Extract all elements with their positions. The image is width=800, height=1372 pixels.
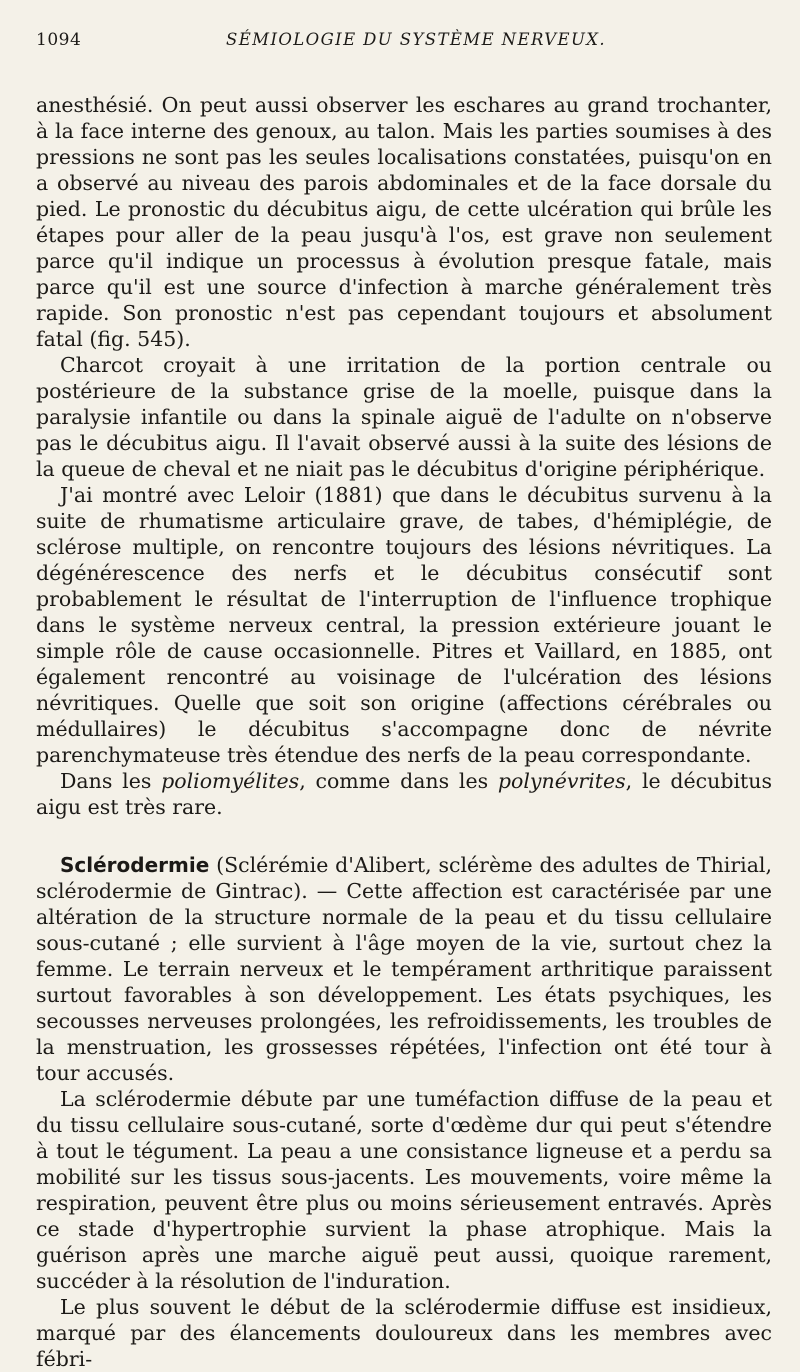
text-run: , comme dans les xyxy=(299,769,498,793)
paragraph-sclerodermie-definition xyxy=(36,852,772,1086)
page-number: 1094 xyxy=(36,30,82,50)
paragraph-leloir: J'ai montré avec Leloir (1881) que dans le décubitus survenu à la suite de rhumatisme articulaire grave, de tabes, d'hémiplégie, de sclérose multiple, on rencontre toujours des lésions névritiques. La dégénérescence des nerfs et le décubitus consécutif sont probablement le résultat de l'interruption de l'influence trophique dans le système nerveux central, la pression extérieure jouant le simple rôle de cause occasionnelle. Pitres et Vaillard, en 1885, ont également rencontré au voisinage de l'ulcération des lésions névritiques. Quelle que soit son origine (affections cérébrales ou médullaires) le décubitus s'accompagne donc de névrite parenchymateuse très étendue des nerfs de la peau correspondante. xyxy=(36,483,772,767)
paragraph-charcot: Charcot croyait à une irritation de la portion centrale ou postérieure de la substance grise de la moelle, puisque dans la paralysie infantile ou dans la spinale aiguë de l'adulte on n'observe pas le décubitus aigu. Il l'avait observé aussi à la suite des lésions de la queue de cheval et ne niait pas le décubitus d'origine périphérique. xyxy=(36,353,772,481)
paragraph-decubitus-pronostic: anesthésié. On peut aussi observer les eschares au grand trochanter, à la face interne des genoux, au talon. Mais les parties soumises à des pressions ne sont pas les seules localisations constatées, puisqu'on en a observé au niveau des parois abdominales et de la face dorsale du pied. Le pronostic du décubitus aigu, de cette ulcération qui brûle les étapes pour aller de la peau jusqu'à l'os, est grave non seulement parce qu'il indique un processus à évolution presque fatale, mais parce qu'il est une source d'infection à marche généralement très rapide. Son pronostic n'est pas cependant toujours et absolument fatal (fig. 545). xyxy=(36,93,772,351)
page-header xyxy=(36,30,772,62)
paragraph-sclerodermie-diffuse: Le plus souvent le début de la sclérodermie diffuse est insidieux, marqué par des élancements douloureux dans les membres avec fébri- xyxy=(36,1295,772,1371)
running-head: SÉMIOLOGIE DU SYSTÈME NERVEUX. xyxy=(226,30,607,49)
section-term-sclerodermie: Sclérodermie xyxy=(60,853,210,877)
section-gap xyxy=(36,820,772,852)
text-run: (Sclérémie d'Alibert, sclérème des adultes de Thirial, sclérodermie de Gintrac). — Cette affection est caractérisée par une altération de la structure normale de la peau et du tissu cellulaire sous-cutané ; elle survient à l'âge moyen de la vie, surtout chez la femme. Le terrain nerveux et le tempérament arthritique paraissent surtout favorables à son développement. Les états psychiques, les secousses nerveuses prolongées, les refroidissements, les troubles de la menstruation, les grossesses répétées, l'infection ont été tour à tour accusés. xyxy=(36,853,772,1085)
paragraph-poliomyelites xyxy=(36,768,772,820)
text-run: Dans les xyxy=(60,769,162,793)
paragraph-sclerodermie-debut: La sclérodermie débute par une tuméfaction diffuse de la peau et du tissu cellulaire sous-cutané, sorte d'œdème dur qui peut s'étendre à tout le tégument. La peau a une consistance ligneuse et a perdu sa mobilité sur les tissus sous-jacents. Les mouvements, voire même la respiration, peuvent être plus ou moins sérieusement entravés. Après ce stade d'hypertrophie survient la phase atrophique. Mais la guérison après une marche aiguë peut aussi, quoique rarement, succéder à la résolution de l'induration. xyxy=(36,1087,772,1293)
term-polynevrites: polynévrites xyxy=(497,769,626,793)
body-text xyxy=(36,92,772,1372)
text-run: , le décubitus aigu est très rare. xyxy=(36,769,772,819)
term-poliomyelites: poliomyélites xyxy=(161,769,300,793)
